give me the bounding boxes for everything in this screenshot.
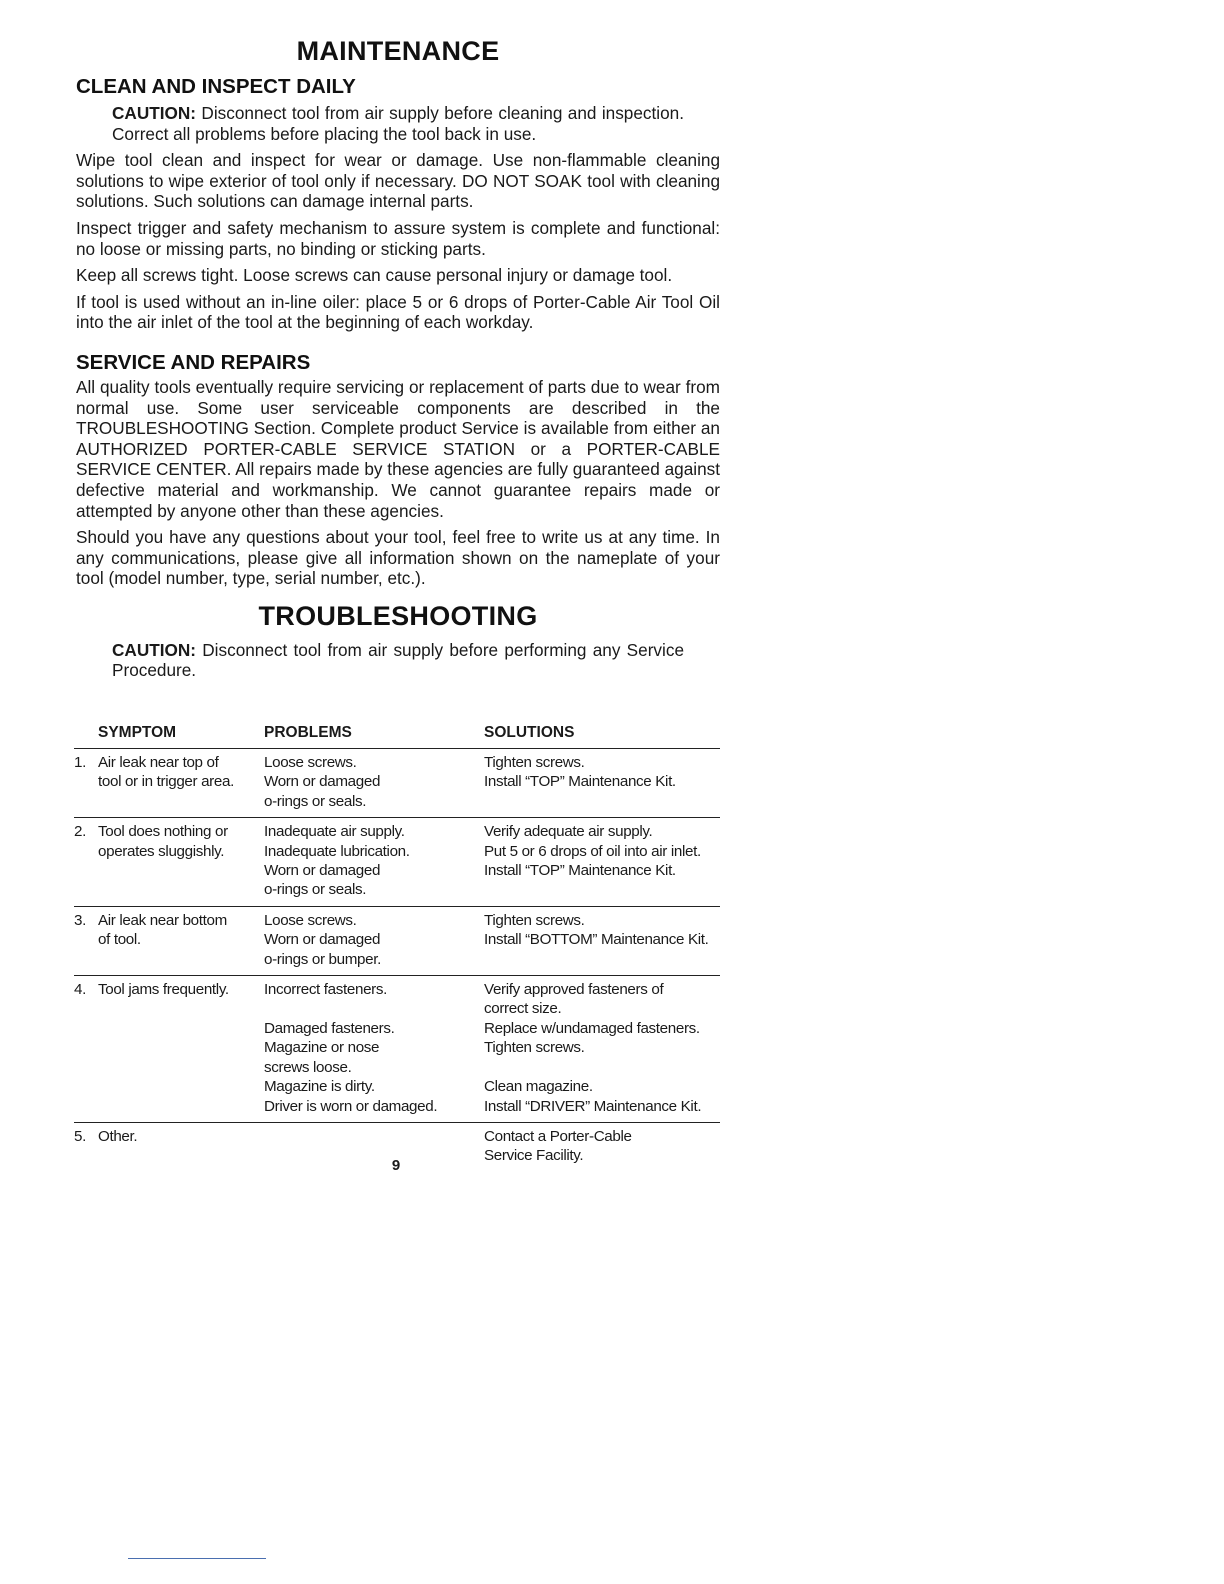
- symptom-text: Tool jams frequently.: [98, 981, 229, 999]
- table-row-line: [74, 1058, 720, 1077]
- symptom-cell: [74, 753, 264, 772]
- symptom-number: [74, 772, 98, 791]
- symptom-text: Other.: [98, 1127, 138, 1145]
- symptom-number: [74, 930, 98, 949]
- table-row-line: [74, 772, 720, 791]
- symptom-number: 3.: [74, 911, 86, 929]
- maintenance-section: [76, 36, 720, 681]
- table-row-line: [74, 842, 720, 861]
- table-row-line: [74, 999, 720, 1018]
- problem-cell: screws loose.: [264, 1058, 352, 1076]
- solution-cell: Replace w/undamaged fasteners.: [484, 1019, 700, 1037]
- problem-cell: Inadequate air supply.: [264, 823, 405, 841]
- table-row: [74, 906, 720, 975]
- symptom-cell: [74, 999, 264, 1018]
- problem-cell: Inadequate lubrication.: [264, 842, 410, 860]
- symptom-cell: [74, 980, 264, 999]
- symptom-cell: [74, 772, 264, 791]
- problem-cell: Worn or damaged: [264, 931, 381, 949]
- symptom-number: 5.: [74, 1127, 86, 1145]
- table-row-line: [74, 753, 720, 772]
- scan-edge-line: [128, 1558, 266, 1559]
- problem-cell: o-rings or seals.: [264, 792, 367, 810]
- table-row-line: [74, 1077, 720, 1096]
- table-row-line: [74, 880, 720, 899]
- troubleshooting-table: [74, 724, 720, 1166]
- symptom-text: operates sluggishly.: [98, 842, 225, 860]
- symptom-number: [74, 792, 98, 811]
- page-number: 9: [391, 1157, 401, 1174]
- symptom-cell: [74, 842, 264, 861]
- table-row-line: [74, 861, 720, 880]
- symptom-text: of tool.: [98, 931, 141, 949]
- daily-paragraph-3: Keep all screws tight. Loose screws can cause personal injury or damage tool.: [76, 265, 673, 286]
- symptom-number: [74, 1038, 98, 1057]
- symptom-cell: [74, 950, 264, 969]
- symptom-cell: [74, 1077, 264, 1096]
- solution-cell: correct size.: [484, 1000, 562, 1018]
- solution-cell: Verify adequate air supply.: [484, 823, 653, 841]
- solution-cell: [484, 950, 720, 969]
- table-row-line: [74, 1127, 720, 1146]
- solution-cell: [484, 1058, 720, 1077]
- solution-cell: [484, 880, 720, 899]
- symptom-number: [74, 861, 98, 880]
- symptom-text: Air leak near top of: [98, 754, 219, 771]
- ts-caution-text: Disconnect tool from air supply before performing any Service Procedure.: [112, 639, 684, 681]
- problems-header: PROBLEMS: [264, 724, 352, 741]
- symptom-number: 4.: [74, 981, 86, 999]
- solution-cell: Clean magazine.: [484, 1078, 593, 1096]
- problem-cell: Loose screws.: [264, 911, 357, 929]
- symptom-cell: [74, 930, 264, 949]
- table-row: [74, 748, 720, 817]
- problem-cell: Worn or damaged: [264, 773, 381, 791]
- symptom-cell: [74, 861, 264, 880]
- solution-cell: [484, 792, 720, 811]
- table-row-line: [74, 1097, 720, 1116]
- problem-cell: o-rings or bumper.: [264, 950, 381, 968]
- problem-cell: [264, 999, 484, 1018]
- symptom-text: Air leak near bottom: [98, 911, 227, 929]
- symptom-cell: [74, 792, 264, 811]
- solution-cell: Tighten screws.: [484, 1039, 585, 1057]
- solution-cell: Install “DRIVER” Maintenance Kit.: [484, 1097, 702, 1115]
- symptom-cell: [74, 1127, 264, 1146]
- symptom-number: [74, 1097, 98, 1116]
- table-body: [74, 748, 720, 1166]
- symptom-number: [74, 950, 98, 969]
- daily-paragraph-2: Inspect trigger and safety mechanism to assure system is complete and functional: no loose or missing parts, no binding or sticking parts.: [76, 217, 720, 259]
- symptom-number: [74, 999, 98, 1018]
- solution-cell: Tighten screws.: [484, 911, 585, 929]
- maintenance-title: MAINTENANCE: [296, 36, 500, 66]
- symptom-cell: [74, 1019, 264, 1038]
- problem-cell: o-rings or seals.: [264, 881, 367, 899]
- troubleshooting-title: TROUBLESHOOTING: [258, 600, 538, 631]
- table-row-line: [74, 950, 720, 969]
- clean-inspect-heading: CLEAN AND INSPECT DAILY: [76, 75, 356, 98]
- table-row-line: [74, 822, 720, 841]
- symptom-text: Tool does nothing or: [98, 823, 228, 841]
- problem-cell: Loose screws.: [264, 754, 357, 771]
- symptom-cell: [74, 911, 264, 930]
- symptom-cell: [74, 880, 264, 899]
- symptom-number: [74, 880, 98, 899]
- caution-text: Disconnect tool from air supply before cleaning and inspection. Correct all problems before placing the tool back in use.: [112, 103, 684, 144]
- daily-paragraph-1: Wipe tool clean and inspect for wear or damage. Use non-flammable cleaning solutions to wipe exterior of tool only if necessary. DO NOT SOAK tool with cleaning solutions. Such solutions can damage internal parts.: [76, 150, 720, 212]
- caution-label: CAUTION:: [112, 103, 197, 123]
- daily-paragraph-4: If tool is used without an in-line oiler: place 5 or 6 drops of Porter-Cable Air Tool Oil into the air inlet of the tool at the beginning of each workday.: [76, 291, 720, 333]
- symptom-number: 2.: [74, 823, 86, 841]
- solution-cell: Put 5 or 6 drops of oil into air inlet.: [484, 842, 701, 860]
- table-row-line: [74, 930, 720, 949]
- symptom-number: [74, 1058, 98, 1077]
- symptom-text: tool or in trigger area.: [98, 773, 234, 791]
- symptom-cell: [74, 1038, 264, 1057]
- service-paragraph-2: Should you have any questions about your tool, feel free to write us at any time. In any communications, please give all information shown on the nameplate of your tool (model number, type, serial number, etc.).: [76, 527, 720, 589]
- table-header: [74, 724, 720, 748]
- maintenance-caution: [76, 103, 720, 144]
- problem-cell: Magazine or nose: [264, 1039, 380, 1057]
- solution-cell: Service Facility.: [484, 1147, 584, 1165]
- service-paragraph-1: All quality tools eventually require servicing or replacement of parts due to wear from normal use. Some user serviceable components are described in the TROUBLESHOOTING Section. Complete product Service is available from either an AUTHORIZED PORTER-CABLE SERVICE STATION or a PORTER-CABLE SERVICE CENTER. All repairs made by these agencies are fully guaranteed against defective material and workmanship. We cannot guarantee repairs made or attempted by anyone other than these agencies.: [76, 376, 720, 521]
- symptom-cell: [74, 822, 264, 841]
- table-row-line: [74, 1019, 720, 1038]
- problem-cell: Worn or damaged: [264, 862, 381, 880]
- table-row-line: [74, 792, 720, 811]
- symptom-number: [74, 1019, 98, 1038]
- symptom-cell: [74, 1097, 264, 1116]
- solutions-header: SOLUTIONS: [484, 724, 575, 741]
- ts-caution-label: CAUTION:: [112, 639, 197, 660]
- problem-cell: Magazine is dirty.: [264, 1078, 375, 1096]
- solution-cell: Install “BOTTOM” Maintenance Kit.: [484, 931, 709, 949]
- solution-cell: Install “TOP” Maintenance Kit.: [484, 862, 676, 880]
- symptom-number: [74, 1077, 98, 1096]
- solution-cell: Tighten screws.: [484, 754, 585, 771]
- problem-cell: Incorrect fasteners.: [264, 981, 387, 999]
- problem-cell: Driver is worn or damaged.: [264, 1097, 438, 1115]
- service-repairs-heading: SERVICE AND REPAIRS: [76, 350, 311, 374]
- table-row: [74, 975, 720, 1122]
- table-row: [74, 817, 720, 906]
- solution-cell: Install “TOP” Maintenance Kit.: [484, 773, 676, 791]
- table-row-line: [74, 980, 720, 999]
- troubleshooting-caution: [76, 640, 720, 681]
- symptom-header: SYMPTOM: [98, 724, 177, 741]
- solution-cell: Contact a Porter-Cable: [484, 1127, 632, 1145]
- problem-cell: Damaged fasteners.: [264, 1019, 395, 1037]
- table-row-line: [74, 1038, 720, 1057]
- table-row-line: [74, 911, 720, 930]
- symptom-number: [74, 842, 98, 861]
- solution-cell: Verify approved fasteners of: [484, 981, 664, 999]
- symptom-number: 1.: [74, 754, 86, 771]
- problem-cell: [264, 1127, 484, 1146]
- symptom-cell: [74, 1058, 264, 1077]
